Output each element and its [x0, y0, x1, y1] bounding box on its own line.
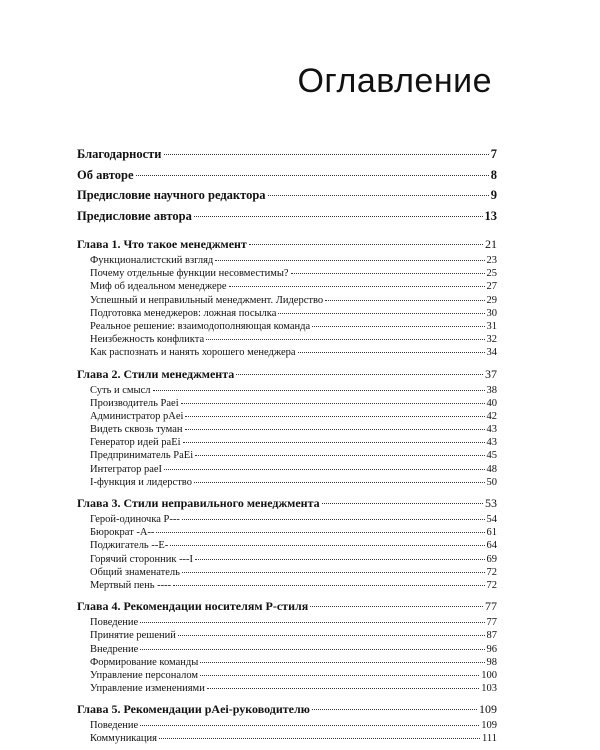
toc-section[interactable]	[77, 333, 497, 346]
dot-leader	[140, 622, 484, 623]
chapter-heading[interactable]	[77, 494, 497, 513]
chapter-heading[interactable]	[77, 365, 497, 384]
section-page: 34	[486, 347, 497, 359]
section-label: Видеть сквозь туман	[90, 424, 183, 436]
section-label: Почему отдельные функции несовместимы?	[90, 268, 289, 280]
toc-section[interactable]	[77, 526, 497, 539]
section-page: 103	[481, 683, 497, 695]
section-page: 45	[486, 450, 497, 462]
toc-entry-page: 13	[484, 208, 497, 223]
toc-entry-page: 8	[490, 167, 497, 182]
section-label: Администратор pAei	[90, 410, 184, 422]
chapter-page: 53	[485, 496, 497, 510]
dot-leader	[140, 725, 479, 726]
section-label: Неизбежность конфликта	[90, 334, 205, 346]
section-page: 54	[486, 514, 497, 525]
section-label: Успешный и неправильный менеджмент. Лидерство	[90, 294, 324, 306]
toc-section[interactable]	[77, 294, 497, 307]
toc-section[interactable]	[77, 463, 497, 476]
toc-section[interactable]	[77, 476, 497, 489]
dot-leader	[207, 688, 479, 689]
section-page: 69	[486, 553, 497, 565]
section-label: I-функция и лидерство	[90, 476, 192, 488]
chapter-page: 21	[485, 237, 497, 251]
section-page: 29	[486, 294, 497, 306]
section-page: 42	[486, 410, 497, 422]
dot-leader	[185, 416, 484, 417]
toc-section[interactable]	[77, 423, 497, 436]
chapter-title: Глава 1. Что такое менеджмент	[77, 237, 247, 251]
toc-section[interactable]	[77, 254, 497, 267]
section-page: 50	[486, 476, 497, 488]
toc-section[interactable]	[77, 643, 497, 656]
toc-section[interactable]	[77, 719, 497, 732]
section-label: Поведение	[90, 720, 139, 732]
section-label: Управление изменениями	[90, 683, 205, 695]
section-label: Поведение	[90, 617, 139, 629]
toc-section[interactable]	[77, 553, 497, 566]
dot-leader	[200, 662, 484, 663]
chapter-page: 37	[485, 366, 497, 381]
page-title: Оглавление	[297, 62, 492, 100]
section-page: 31	[486, 320, 497, 332]
dot-leader	[236, 374, 483, 375]
section-page: 25	[486, 268, 497, 280]
section-page: 43	[486, 424, 497, 436]
chapter-heading[interactable]	[77, 597, 497, 616]
section-page: 98	[486, 656, 497, 668]
dot-leader	[136, 175, 489, 176]
dot-leader	[215, 260, 484, 261]
chapter-page: 109	[479, 702, 497, 717]
section-label: Поджигатель --E-	[90, 540, 169, 552]
section-label: Мертвый пень ----	[90, 579, 172, 591]
section-label: Бюрократ -A--	[90, 527, 155, 539]
dot-leader	[159, 738, 480, 739]
toc-section[interactable]	[77, 384, 497, 397]
toc-section[interactable]	[77, 566, 497, 579]
dot-leader	[183, 442, 485, 443]
dot-leader	[291, 273, 485, 274]
section-page: 109	[481, 720, 497, 732]
section-page: 64	[486, 540, 497, 552]
toc-entry[interactable]	[77, 165, 497, 186]
section-page: 43	[486, 437, 497, 449]
dot-leader	[153, 390, 485, 391]
toc-section[interactable]	[77, 629, 497, 642]
toc-section[interactable]	[77, 410, 497, 423]
section-label: Формирование команды	[90, 656, 199, 668]
dot-leader	[249, 244, 483, 245]
dot-leader	[164, 154, 489, 155]
section-page: 87	[486, 630, 497, 642]
section-label: Суть и смысл	[90, 384, 151, 396]
toc-section[interactable]	[77, 267, 497, 280]
dot-leader	[156, 532, 484, 533]
chapter-title: Глава 5. Рекомендации pAei-руководителю	[77, 702, 310, 717]
section-label: Производитель Paei	[90, 397, 179, 409]
dot-leader	[178, 635, 485, 636]
section-label: Горячий сторонник ---I	[90, 553, 194, 565]
section-page: 72	[486, 566, 497, 578]
table-of-contents	[77, 144, 497, 746]
section-page: 111	[482, 733, 497, 745]
dot-leader	[322, 503, 483, 504]
section-label: Общий знаменатель	[90, 566, 180, 578]
dot-leader	[206, 339, 484, 340]
dot-leader	[325, 300, 484, 301]
toc-entry-label: Предисловие научного редактора	[77, 188, 266, 202]
dot-leader	[182, 519, 485, 520]
toc-section[interactable]	[77, 616, 497, 629]
toc-entry-page: 7	[490, 147, 497, 161]
dot-leader	[195, 559, 484, 560]
toc-entry[interactable]	[77, 185, 497, 206]
dot-leader	[229, 286, 485, 287]
section-label: Подготовка менеджеров: ложная посылка	[90, 307, 277, 319]
section-page: 30	[486, 307, 497, 319]
section-label: Реальное решение: взаимодополняющая команда	[90, 320, 311, 332]
dot-leader	[278, 313, 484, 314]
toc-entry-label: Предисловие автора	[77, 208, 192, 223]
section-label: Генератор идей paEi	[90, 437, 181, 449]
dot-leader	[312, 709, 477, 710]
section-page: 38	[486, 384, 497, 396]
section-page: 40	[486, 397, 497, 409]
dot-leader	[312, 326, 484, 327]
chapter-heading[interactable]	[77, 235, 497, 254]
toc-section[interactable]	[77, 346, 497, 359]
toc-entry[interactable]	[77, 206, 497, 227]
section-label: Интегратор paeI	[90, 463, 163, 475]
toc-entry[interactable]	[77, 144, 497, 165]
section-label: Миф об идеальном менеджере	[90, 281, 227, 293]
toc-section[interactable]	[77, 669, 497, 682]
toc-section[interactable]	[77, 513, 497, 526]
chapter-page: 77	[485, 599, 497, 614]
dot-leader	[181, 403, 485, 404]
dot-leader	[164, 469, 484, 470]
section-label: Управление персоналом	[90, 669, 199, 681]
section-label: Коммуникация	[90, 733, 157, 745]
section-label: Герой-одиночка P---	[90, 514, 180, 525]
toc-section[interactable]	[77, 280, 497, 293]
chapter-title: Глава 4. Рекомендации носителям P-стиля	[77, 599, 309, 614]
toc-section[interactable]	[77, 579, 497, 592]
toc-section[interactable]	[77, 539, 497, 552]
toc-entry-label: Благодарности	[77, 147, 162, 161]
toc-section[interactable]	[77, 732, 497, 745]
dot-leader	[170, 545, 484, 546]
section-page: 72	[486, 579, 497, 591]
dot-leader	[195, 455, 484, 456]
section-label: Внедрение	[90, 643, 139, 655]
section-label: Предприниматель PaEi	[90, 450, 194, 462]
toc-section[interactable]	[77, 656, 497, 669]
section-page: 23	[486, 255, 497, 266]
section-label: Функционалистский взгляд	[90, 255, 214, 266]
section-page: 77	[486, 617, 497, 629]
section-page: 96	[486, 643, 497, 655]
section-page: 100	[481, 669, 497, 681]
dot-leader	[182, 572, 485, 573]
dot-leader	[140, 649, 484, 650]
dot-leader	[185, 429, 485, 430]
section-page: 27	[486, 281, 497, 293]
dot-leader	[310, 606, 483, 607]
dot-leader	[200, 675, 479, 676]
section-page: 61	[486, 527, 497, 539]
toc-section[interactable]	[77, 320, 497, 333]
section-page: 32	[486, 334, 497, 346]
section-label: Как распознать и нанять хорошего менеджера	[90, 347, 296, 359]
toc-entry-label: Об авторе	[77, 167, 134, 182]
dot-leader	[268, 195, 489, 196]
toc-section[interactable]	[77, 397, 497, 410]
chapter-heading[interactable]	[77, 700, 497, 719]
dot-leader	[173, 585, 484, 586]
dot-leader	[194, 216, 483, 217]
chapter-title: Глава 2. Стили менеджмента	[77, 366, 235, 381]
toc-section[interactable]	[77, 307, 497, 320]
dot-leader	[298, 352, 485, 353]
section-page: 48	[486, 463, 497, 475]
toc-section[interactable]	[77, 682, 497, 695]
toc-entry-page: 9	[490, 188, 497, 202]
chapter-title: Глава 3. Стили неправильного менеджмента	[77, 496, 320, 510]
dot-leader	[194, 482, 485, 483]
toc-section[interactable]	[77, 436, 497, 449]
section-label: Принятие решений	[90, 630, 176, 642]
toc-section[interactable]	[77, 449, 497, 462]
